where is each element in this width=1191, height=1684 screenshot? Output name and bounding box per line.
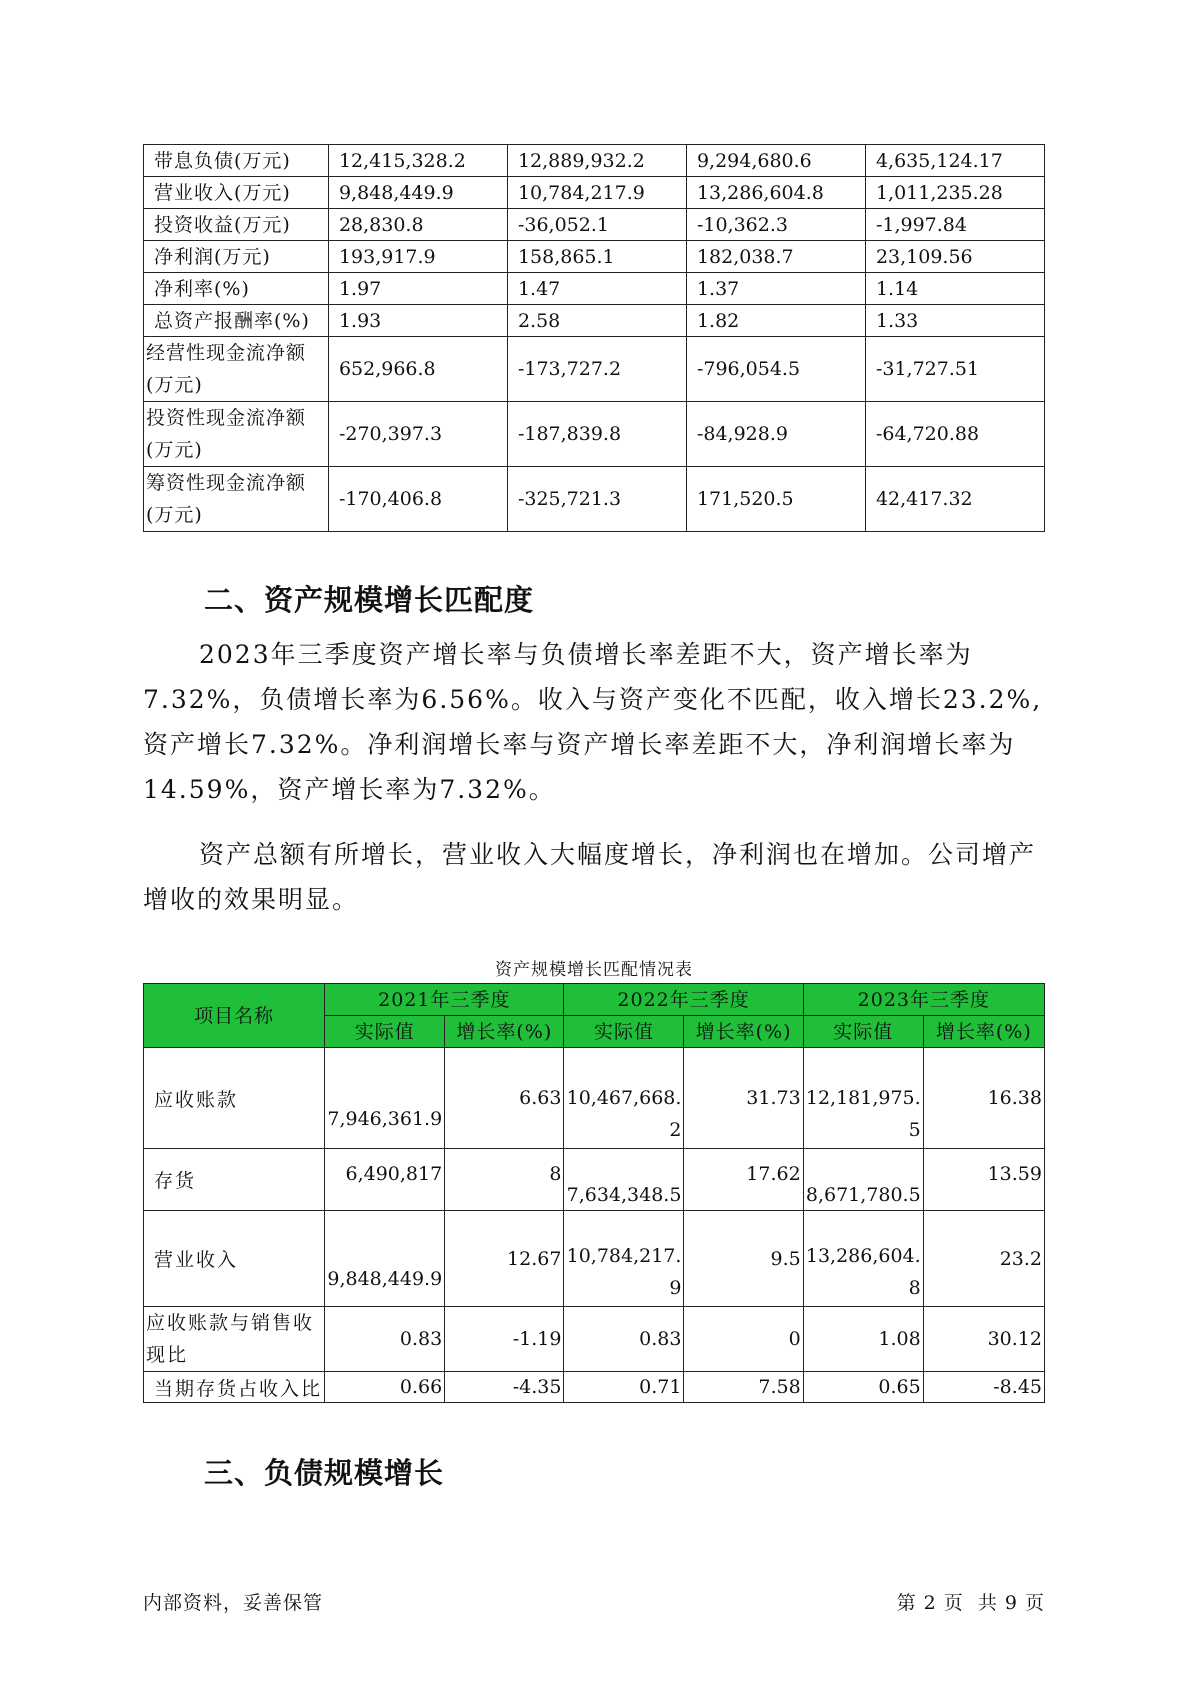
column-header-period: 2023年三季度 xyxy=(803,984,1044,1016)
table-cell: 1.37 xyxy=(686,273,865,305)
table-cell xyxy=(564,1048,684,1149)
wrapped-value: 10,784,217.9 xyxy=(566,1245,682,1299)
table-cell: 9,848,449.9 xyxy=(328,177,507,209)
table-cell: 12.67 xyxy=(445,1211,564,1307)
table-cell: -10,362.3 xyxy=(686,209,865,241)
header-row xyxy=(144,984,1045,1016)
table-row xyxy=(144,1307,1045,1372)
table-cell: 16.38 xyxy=(923,1048,1044,1149)
table-cell: 0.83 xyxy=(325,1307,445,1372)
table-cell: 1.08 xyxy=(803,1307,923,1372)
table-cell: 0 xyxy=(684,1307,803,1372)
row-label: 净利率(%) xyxy=(144,273,329,305)
column-header-name: 项目名称 xyxy=(144,984,325,1048)
table-row xyxy=(144,337,1045,402)
row-label: 总资产报酬率(%) xyxy=(144,305,329,337)
table-caption: 资产规模增长匹配情况表 xyxy=(495,960,693,980)
table-cell: -170,406.8 xyxy=(328,467,507,532)
table-cell: 7,634,348.5 xyxy=(564,1149,684,1211)
wrapped-value: 12,181,975.5 xyxy=(805,1087,921,1141)
table-cell: 1.14 xyxy=(865,273,1044,305)
table-cell: 9.5 xyxy=(684,1211,803,1307)
table-row xyxy=(144,1048,1045,1149)
body-paragraph: 资产总额有所增长，营业收入大幅度增长，净利润也在增加。公司增产增收的效果明显。 xyxy=(143,840,1037,914)
section-heading: 三、负债规模增长 xyxy=(204,1456,445,1490)
table-row xyxy=(144,305,1045,337)
table-cell: 0.83 xyxy=(564,1307,684,1372)
column-header-actual: 实际值 xyxy=(564,1016,684,1048)
table-cell: 0.65 xyxy=(803,1372,923,1403)
table-row xyxy=(144,1149,1045,1211)
column-header-actual: 实际值 xyxy=(325,1016,445,1048)
column-header-period: 2022年三季度 xyxy=(564,984,803,1016)
row-label: 营业收入(万元) xyxy=(144,177,329,209)
table-cell: 2.58 xyxy=(507,305,686,337)
table-cell: 42,417.32 xyxy=(865,467,1044,532)
row-label: 当期存货占收入比 xyxy=(144,1372,325,1403)
table-cell: 1.93 xyxy=(328,305,507,337)
table-cell: 6,490,817 xyxy=(325,1149,445,1211)
table-row xyxy=(144,145,1045,177)
row-label: 营业收入 xyxy=(144,1211,325,1307)
table-row xyxy=(144,467,1045,532)
column-header-growth: 增长率(%) xyxy=(445,1016,564,1048)
table-row xyxy=(144,241,1045,273)
table-cell: 9,294,680.6 xyxy=(686,145,865,177)
table-cell: -8.45 xyxy=(923,1372,1044,1403)
table-cell: 30.12 xyxy=(923,1307,1044,1372)
table-cell: 1.33 xyxy=(865,305,1044,337)
table-cell: 10,784,217.9 xyxy=(507,177,686,209)
table-cell: 13.59 xyxy=(923,1149,1044,1211)
table-cell: 652,966.8 xyxy=(328,337,507,402)
column-header-growth: 增长率(%) xyxy=(684,1016,803,1048)
body-paragraph: 2023年三季度资产增长率与负债增长率差距不大，资产增长率为7.32%，负债增长率为6.56%。收入与资产变化不匹配，收入增长23.2%,资产增长7.32%。净利润增长率与资产增长率差距不大，净利润增长率为14.59%，资产增长率为7.32%。 xyxy=(143,640,1043,804)
row-label: 应收账款 xyxy=(144,1048,325,1149)
table-cell: 7.58 xyxy=(684,1372,803,1403)
wrapped-value: 13,286,604.8 xyxy=(805,1245,921,1299)
table-cell: 0.66 xyxy=(325,1372,445,1403)
table-cell: 13,286,604.8 xyxy=(686,177,865,209)
table-cell: 158,865.1 xyxy=(507,241,686,273)
table-cell xyxy=(803,1211,923,1307)
table-cell: -1,997.84 xyxy=(865,209,1044,241)
row-label: 净利润(万元) xyxy=(144,241,329,273)
row-label: 投资收益(万元) xyxy=(144,209,329,241)
table-cell: -796,054.5 xyxy=(686,337,865,402)
table-cell: -270,397.3 xyxy=(328,402,507,467)
table-cell: 12,889,932.2 xyxy=(507,145,686,177)
table-cell: -84,928.9 xyxy=(686,402,865,467)
table-cell: 182,038.7 xyxy=(686,241,865,273)
row-label: 存货 xyxy=(144,1149,325,1211)
table-cell: 12,415,328.2 xyxy=(328,145,507,177)
table-cell: 31.73 xyxy=(684,1048,803,1149)
table-row xyxy=(144,209,1045,241)
table-cell: -64,720.88 xyxy=(865,402,1044,467)
row-label: 经营性现金流净额(万元) xyxy=(144,337,329,402)
table-cell xyxy=(803,1048,923,1149)
financial-indicators-table xyxy=(143,144,1045,532)
row-label: 应收账款与销售收现比 xyxy=(144,1307,325,1372)
table-cell: 6.63 xyxy=(445,1048,564,1149)
table-cell: 8,671,780.5 xyxy=(803,1149,923,1211)
table-cell: -31,727.51 xyxy=(865,337,1044,402)
section-heading: 二、资产规模增长匹配度 xyxy=(204,583,535,617)
table-cell: -173,727.2 xyxy=(507,337,686,402)
table-cell: -4.35 xyxy=(445,1372,564,1403)
table-cell: 4,635,124.17 xyxy=(865,145,1044,177)
table-cell: -187,839.8 xyxy=(507,402,686,467)
footer-page-number: 第 2 页 共 9 页 xyxy=(896,1592,1045,1614)
table-cell: -325,721.3 xyxy=(507,467,686,532)
table-cell: 1,011,235.28 xyxy=(865,177,1044,209)
asset-growth-match-table xyxy=(143,983,1045,1403)
table-cell: -36,052.1 xyxy=(507,209,686,241)
table-cell: -1.19 xyxy=(445,1307,564,1372)
table-cell: 17.62 xyxy=(684,1149,803,1211)
table-row xyxy=(144,1372,1045,1403)
table-row xyxy=(144,402,1045,467)
column-header-actual: 实际值 xyxy=(803,1016,923,1048)
table-cell: 1.47 xyxy=(507,273,686,305)
table-cell: 1.82 xyxy=(686,305,865,337)
table-cell: 1.97 xyxy=(328,273,507,305)
wrapped-value: 10,467,668.2 xyxy=(566,1087,682,1141)
table-cell: 193,917.9 xyxy=(328,241,507,273)
table-cell: 23,109.56 xyxy=(865,241,1044,273)
table-cell xyxy=(564,1211,684,1307)
table-row xyxy=(144,273,1045,305)
table-cell: 7,946,361.9 xyxy=(325,1048,445,1149)
row-label: 带息负债(万元) xyxy=(144,145,329,177)
footer-confidential-note: 内部资料，妥善保管 xyxy=(143,1592,324,1614)
table-cell: 23.2 xyxy=(923,1211,1044,1307)
row-label: 筹资性现金流净额(万元) xyxy=(144,467,329,532)
table-cell: 28,830.8 xyxy=(328,209,507,241)
column-header-period: 2021年三季度 xyxy=(325,984,564,1016)
table-row xyxy=(144,177,1045,209)
table-row xyxy=(144,1211,1045,1307)
table-cell: 0.71 xyxy=(564,1372,684,1403)
column-header-growth: 增长率(%) xyxy=(923,1016,1044,1048)
row-label: 投资性现金流净额(万元) xyxy=(144,402,329,467)
table-cell: 8 xyxy=(445,1149,564,1211)
table-cell: 9,848,449.9 xyxy=(325,1211,445,1307)
table-cell: 171,520.5 xyxy=(686,467,865,532)
